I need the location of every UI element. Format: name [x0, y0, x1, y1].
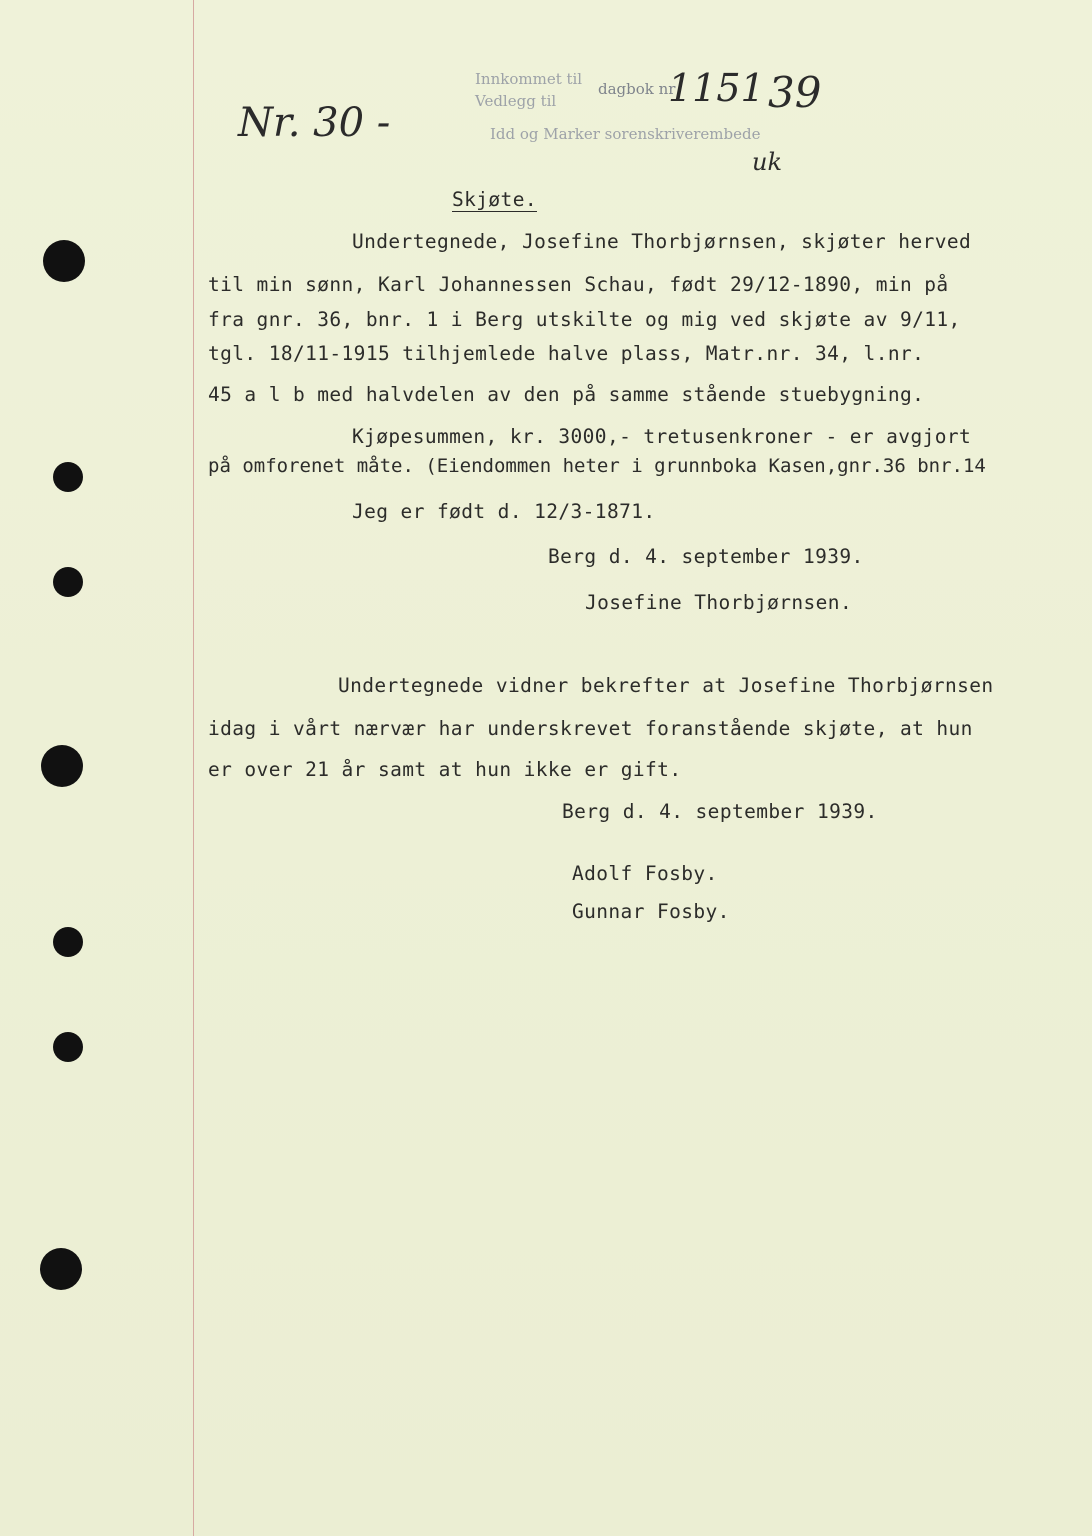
registry-stamp-line-3: Idd og Marker sorenskriverembede: [490, 125, 761, 143]
registry-stamp-line-1: Innkommet til: [475, 70, 583, 88]
handwritten-journal-number: 1151: [668, 66, 765, 110]
date-line: Berg d. 4. september 1939.: [548, 545, 864, 568]
text-line: 45 a l b med halvdelen av den på samme stående stuebygning.: [208, 383, 925, 406]
text-line: er over 21 år samt at hun ikke er gift.: [208, 758, 682, 781]
document-title: Skjøte.: [452, 188, 537, 211]
witness-signature: Gunnar Fosby.: [572, 900, 730, 923]
punch-hole: [40, 1248, 82, 1290]
handwritten-initials: uk: [752, 148, 782, 176]
witness-signature: Adolf Fosby.: [572, 862, 718, 885]
margin-rule: [193, 0, 194, 1536]
handwritten-number: Nr. 30 -: [238, 100, 391, 146]
text-line: til min sønn, Karl Johannessen Schau, født 29/12-1890, min på: [208, 273, 949, 296]
text-line: Jeg er født d. 12/3-1871.: [352, 500, 656, 523]
text-line: tgl. 18/11-1915 tilhjemlede halve plass, Matr.nr. 34, l.nr.: [208, 342, 925, 365]
registry-stamp-dagbok: dagbok nr: [598, 80, 676, 98]
punch-hole: [43, 240, 85, 282]
text-line: fra gnr. 36, bnr. 1 i Berg utskilte og mig ved skjøte av 9/11,: [208, 308, 961, 331]
punch-hole: [41, 745, 83, 787]
text-line: Kjøpesummen, kr. 3000,- tretusenkroner - er avgjort: [352, 425, 972, 448]
date-line: Berg d. 4. september 1939.: [562, 800, 878, 823]
text-line: Undertegnede, Josefine Thorbjørnsen, skjøter herved: [352, 230, 972, 253]
handwritten-year: 39: [768, 68, 822, 117]
signature-typed: Josefine Thorbjørnsen.: [585, 591, 853, 614]
text-line: idag i vårt nærvær har underskrevet foranstående skjøte, at hun: [208, 717, 973, 740]
text-line: på omforenet måte. (Eiendommen heter i grunnboka Kasen,gnr.36 bnr.14: [208, 455, 986, 477]
text-line: Undertegnede vidner bekrefter at Josefine Thorbjørnsen: [338, 674, 994, 697]
registry-stamp-line-2: Vedlegg til: [475, 92, 557, 110]
punch-hole: [53, 927, 83, 957]
punch-hole: [53, 567, 83, 597]
punch-hole: [53, 462, 83, 492]
punch-hole: [53, 1032, 83, 1062]
